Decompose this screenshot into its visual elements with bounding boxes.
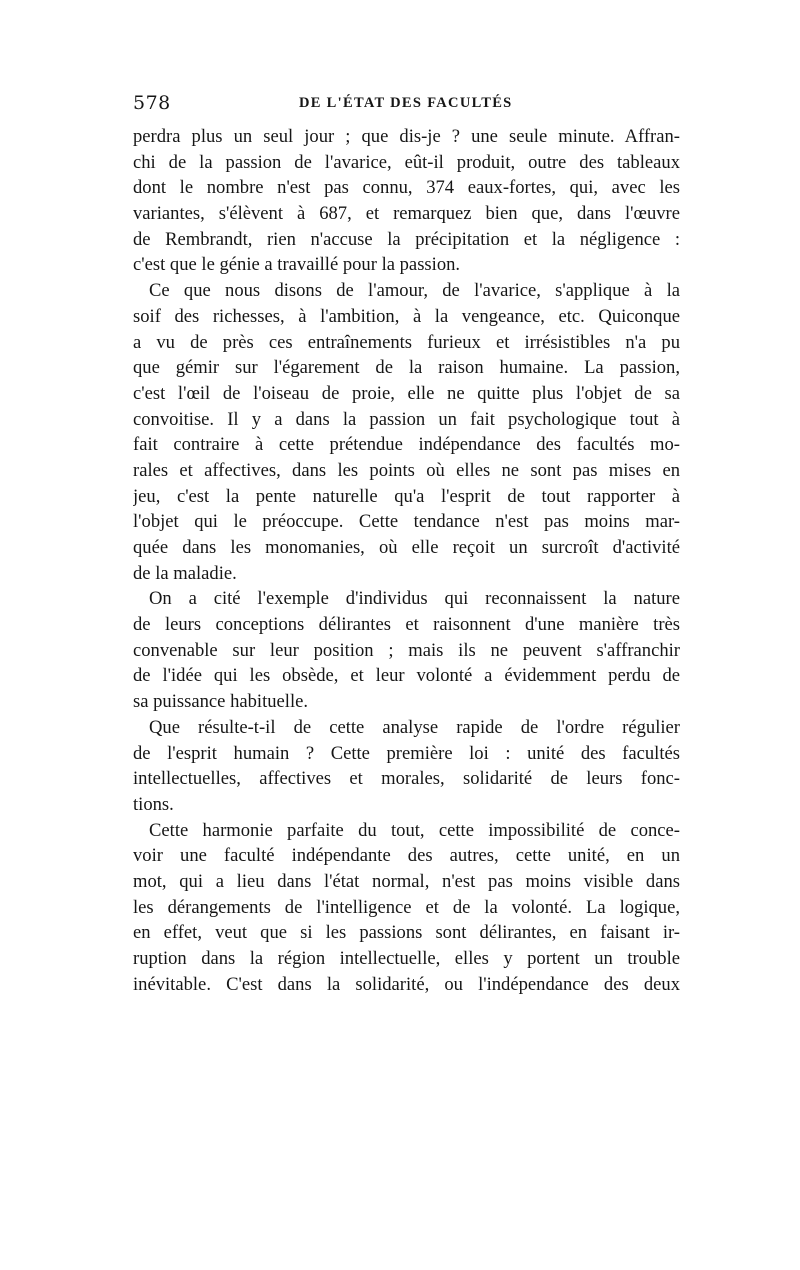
text-line: chi de la passion de l'avarice, eût-il produit, outre des tableaux [133,151,680,173]
text-line: rales et affectives, dans les points où elles ne sont pas mises en [133,459,680,481]
text-line: l'objet qui le préoccupe. Cette tendance n'est pas moins mar- [133,511,680,533]
text-line: mot, qui a lieu dans l'état normal, n'est pas moins visible dans [133,870,680,892]
text-line: dont le nombre n'est pas connu, 374 eaux-fortes, qui, avec les [133,177,680,199]
text-line: c'est l'œil de l'oiseau de proie, elle ne quitte plus l'objet de sa [133,382,680,404]
text-line: de l'esprit humain ? Cette première loi : unité des facultés [133,742,680,764]
running-title: DE L'ÉTAT DES FACULTÉS [299,95,513,111]
page-header [133,92,680,122]
text-line: de Rembrandt, rien n'accuse la précipitation et la négligence : [133,228,680,250]
text-line: Ce que nous disons de l'amour, de l'avarice, s'applique à la [149,280,680,302]
text-line: jeu, c'est la pente naturelle qu'a l'esprit de tout rapporter à [133,485,680,507]
text-line: ruption dans la région intellectuelle, elles y portent un trouble [133,948,680,969]
text-line: convoitise. Il y a dans la passion un fait psychologique tout à [133,408,680,430]
text-line: quée dans les monomanies, où elle reçoit un surcroît d'activité [133,537,680,558]
text-line: soif des richesses, à l'ambition, à la vengeance, etc. Quiconque [133,305,680,327]
text-line: voir une faculté indépendante des autres, cette unité, en un [133,845,680,867]
text-line: c'est que le génie a travaillé pour la passion. [133,254,461,276]
page-number: 578 [133,92,171,114]
text-line: intellectuelles, affectives et morales, solidarité de leurs fonc- [133,768,680,790]
text-line: Cette harmonie parfaite du tout, cette impossibilité de conce- [149,819,680,841]
text-line: Que résulte-t-il de cette analyse rapide de l'ordre régulier [149,716,680,738]
text-line: sa puissance habituelle. [133,691,309,713]
text-line: a vu de près ces entraînements furieux et irrésistibles n'a pu [133,331,680,353]
text-line: de leurs conceptions délirantes et raisonnent d'une manière très [133,614,680,636]
text-line: en effet, veut que si les passions sont délirantes, en faisant ir- [133,922,680,944]
text-line: tions. [133,793,174,815]
text-line: que gémir sur l'égarement de la raison humaine. La passion, [133,357,680,379]
text-line: On a cité l'exemple d'individus qui reconnaissent la nature [149,588,680,610]
text-line: de l'idée qui les obsède, et leur volonté a évidemment perdu de [133,665,680,687]
text-line: variantes, s'élèvent à 687, et remarquez bien que, dans l'œuvre [133,203,680,225]
body-text [133,124,680,997]
text-line: les dérangements de l'intelligence et de la volonté. La logique, [133,896,680,918]
text-line: inévitable. C'est dans la solidarité, ou l'indépendance des deux [133,973,680,995]
text-line: fait contraire à cette prétendue indépendance des facultés mo- [133,434,680,456]
text-line: de la maladie. [133,562,237,584]
text-line: perdra plus un seul jour ; que dis-je ? une seule minute. Affran- [133,126,680,147]
text-line: convenable sur leur position ; mais ils ne peuvent s'affranchir [133,639,680,661]
